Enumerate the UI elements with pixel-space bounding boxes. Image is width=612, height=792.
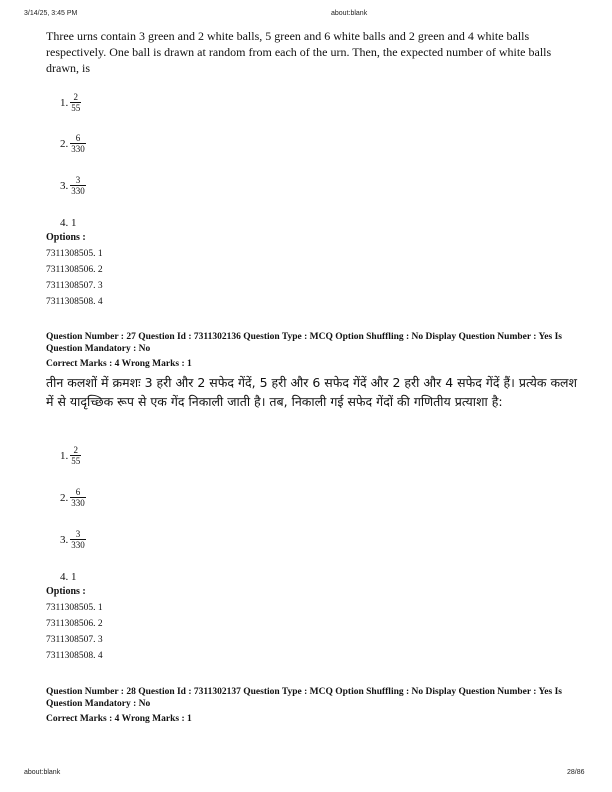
denominator: 330: [71, 540, 85, 550]
footer-url: about:blank: [24, 769, 61, 776]
q27-option-id-1: 7311308505. 1: [46, 603, 103, 613]
q26-option-id-4: 7311308508. 4: [46, 297, 103, 307]
print-page-title: about:blank: [331, 10, 368, 17]
q26-option-1: [60, 92, 81, 113]
question-26-text: Three urns contain 3 green and 2 white balls, 5 green and 6 white balls and 2 green and 4 white balls respectively. One ball is drawn at random from each of the urn. Then, the expected number of white balls drawn, is: [46, 29, 552, 75]
print-datetime: 3/14/25, 3:45 PM: [24, 10, 78, 17]
question-28-meta: Question Number : 28 Question Id : 7311302137 Question Type : MCQ Option Shuffling : No Display Question Number : Yes Is Question Mandatory : No: [46, 687, 562, 709]
option-number: 3.: [60, 179, 69, 192]
q26-option-4: 4. 1: [60, 217, 77, 229]
q26-option-2: [60, 133, 86, 154]
q27-option-id-2: 7311308506. 2: [46, 619, 103, 629]
option-number: 1.: [60, 449, 69, 462]
fraction: [70, 175, 86, 196]
option-number: 3.: [60, 533, 69, 546]
denominator: 330: [71, 498, 85, 508]
q27-option-id-3: 7311308507. 3: [46, 635, 103, 645]
denominator: 330: [71, 186, 85, 196]
q26-option-3: [60, 175, 86, 196]
option-number: 1.: [60, 96, 69, 109]
fraction: [70, 133, 86, 154]
denominator: 55: [71, 456, 81, 466]
denominator: 55: [71, 103, 81, 113]
fraction: [70, 445, 81, 466]
page-number: 28/86: [567, 769, 585, 776]
q27-option-2: [60, 487, 86, 508]
numerator: 6: [75, 133, 81, 143]
option-number: 2.: [60, 137, 69, 150]
numerator: 3: [75, 175, 81, 185]
fraction: [70, 92, 81, 113]
q26-option-id-3: 7311308507. 3: [46, 281, 103, 291]
option-number: 2.: [60, 491, 69, 504]
numerator: 2: [73, 92, 78, 102]
q27-options-label: Options :: [46, 586, 86, 597]
q27-option-1: [60, 445, 81, 466]
q27-option-4: 4. 1: [60, 571, 77, 583]
numerator: 2: [73, 445, 78, 455]
question-27-marks: Correct Marks : 4 Wrong Marks : 1: [46, 359, 192, 369]
question-28-marks: Correct Marks : 4 Wrong Marks : 1: [46, 714, 192, 724]
q27-option-3: [60, 529, 86, 550]
q27-option-id-4: 7311308508. 4: [46, 651, 103, 661]
question-27-text: तीन कलशों में क्रमशः 3 हरी और 2 सफेद गेंदें, 5 हरी और 6 सफेद गेंदें और 2 हरी और 4 सफेद गेंदें हैं। प्रत्येक कलश में से यादृच्छिक रूप से एक गेंद निकाली जाती है। तब, निकाली गई सफेद गेंदों की गणितीय प्रत्याशा है:: [46, 375, 578, 409]
q26-option-id-1: 7311308505. 1: [46, 249, 103, 259]
fraction: [70, 487, 86, 508]
q26-options-label: Options :: [46, 232, 86, 243]
q26-option-id-2: 7311308506. 2: [46, 265, 103, 275]
fraction: [70, 529, 86, 550]
question-27-meta: Question Number : 27 Question Id : 7311302136 Question Type : MCQ Option Shuffling : No Display Question Number : Yes Is Question Mandatory : No: [46, 332, 562, 354]
numerator: 6: [75, 487, 81, 497]
denominator: 330: [71, 144, 85, 154]
numerator: 3: [75, 529, 81, 539]
